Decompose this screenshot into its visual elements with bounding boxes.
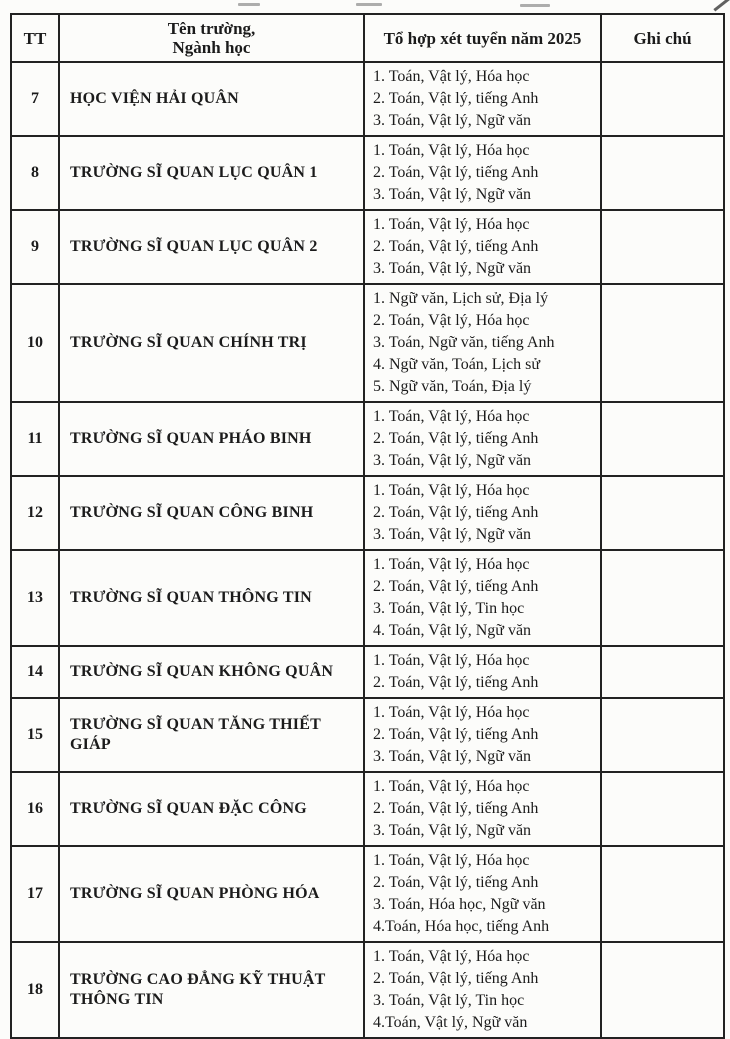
school-name: TRƯỜNG SĨ QUAN TĂNG THIẾT GIÁP: [59, 698, 364, 772]
table-row: [11, 698, 724, 772]
table-body: [11, 62, 724, 1038]
note-cell: [601, 846, 724, 942]
combo-line: 1. Toán, Vật lý, Hóa học: [373, 652, 530, 669]
row-number: 13: [11, 550, 59, 646]
combo-list: [364, 942, 601, 1038]
combo-line: 3. Toán, Ngữ văn, tiếng Anh: [373, 334, 555, 351]
header-tt: TT: [11, 14, 59, 62]
combo-list: [364, 846, 601, 942]
row-number: 15: [11, 698, 59, 772]
combo-line: 2. Toán, Vật lý, tiếng Anh: [373, 430, 539, 447]
scan-corner-mark: [713, 0, 730, 11]
combo-list: [364, 402, 601, 476]
school-name: TRƯỜNG SĨ QUAN CHÍNH TRỊ: [59, 284, 364, 402]
row-number: 8: [11, 136, 59, 210]
note-cell: [601, 284, 724, 402]
combo-line: 2. Toán, Vật lý, tiếng Anh: [373, 726, 539, 743]
combo-line: 5. Ngữ văn, Toán, Địa lý: [373, 378, 532, 395]
scan-artifact: [520, 4, 550, 7]
combo-line: 4.Toán, Hóa học, tiếng Anh: [373, 918, 550, 935]
combo-line: 2. Toán, Vật lý, tiếng Anh: [373, 164, 539, 181]
note-cell: [601, 402, 724, 476]
table-row: [11, 210, 724, 284]
row-number: 18: [11, 942, 59, 1038]
school-name: TRƯỜNG SĨ QUAN ĐẶC CÔNG: [59, 772, 364, 846]
table-row: [11, 284, 724, 402]
combo-line: 1. Toán, Vật lý, Hóa học: [373, 482, 530, 499]
note-cell: [601, 210, 724, 284]
table-row: [11, 772, 724, 846]
combo-line: 1. Toán, Vật lý, Hóa học: [373, 852, 530, 869]
admissions-table: [10, 13, 725, 1039]
combo-line: 2. Toán, Vật lý, tiếng Anh: [373, 874, 539, 891]
combo-line: 1. Toán, Vật lý, Hóa học: [373, 778, 530, 795]
row-number: 17: [11, 846, 59, 942]
combo-line: 3. Toán, Vật lý, Ngữ văn: [373, 260, 532, 277]
combo-line: 2. Toán, Vật lý, tiếng Anh: [373, 90, 539, 107]
combo-line: 1. Toán, Vật lý, Hóa học: [373, 408, 530, 425]
table-row: [11, 550, 724, 646]
combo-list: [364, 550, 601, 646]
combo-line: 2. Toán, Vật lý, tiếng Anh: [373, 970, 539, 987]
row-number: 16: [11, 772, 59, 846]
header-row: [11, 14, 724, 62]
combo-line: 3. Toán, Vật lý, Ngữ văn: [373, 452, 532, 469]
school-name: TRƯỜNG SĨ QUAN PHÒNG HÓA: [59, 846, 364, 942]
row-number: 11: [11, 402, 59, 476]
note-cell: [601, 62, 724, 136]
row-number: 10: [11, 284, 59, 402]
header-school-line2: Ngành học: [172, 38, 251, 57]
combo-list: [364, 210, 601, 284]
combo-line: 1. Toán, Vật lý, Hóa học: [373, 704, 530, 721]
row-number: 7: [11, 62, 59, 136]
row-number: 9: [11, 210, 59, 284]
note-cell: [601, 646, 724, 698]
combo-line: 3. Toán, Vật lý, Ngữ văn: [373, 186, 532, 203]
scan-artifact: [238, 3, 260, 6]
school-name: TRƯỜNG SĨ QUAN LỤC QUÂN 2: [59, 210, 364, 284]
header-combos: Tổ hợp xét tuyển năm 2025: [364, 14, 601, 62]
combo-line: 4.Toán, Vật lý, Ngữ văn: [373, 1014, 528, 1031]
note-cell: [601, 136, 724, 210]
scan-artifact: [356, 3, 382, 6]
combo-list: [364, 698, 601, 772]
combo-line: 3. Toán, Vật lý, Ngữ văn: [373, 526, 532, 543]
table-row: [11, 846, 724, 942]
row-number: 12: [11, 476, 59, 550]
combo-line: 2. Toán, Vật lý, tiếng Anh: [373, 674, 539, 691]
combo-line: 4. Ngữ văn, Toán, Lịch sử: [373, 356, 541, 373]
combo-list: [364, 284, 601, 402]
combo-list: [364, 136, 601, 210]
note-cell: [601, 942, 724, 1038]
school-name: TRƯỜNG SĨ QUAN PHÁO BINH: [59, 402, 364, 476]
school-name: TRƯỜNG SĨ QUAN THÔNG TIN: [59, 550, 364, 646]
combo-line: 4. Toán, Vật lý, Ngữ văn: [373, 622, 532, 639]
header-school-line1: Tên trường,: [167, 19, 256, 38]
combo-line: 3. Toán, Vật lý, Ngữ văn: [373, 112, 532, 129]
table-row: [11, 402, 724, 476]
combo-line: 3. Toán, Vật lý, Tin học: [373, 992, 525, 1009]
combo-list: [364, 476, 601, 550]
combo-line: 3. Toán, Vật lý, Ngữ văn: [373, 822, 532, 839]
combo-line: 1. Toán, Vật lý, Hóa học: [373, 68, 530, 85]
combo-line: 3. Toán, Vật lý, Tin học: [373, 600, 525, 617]
header-note: Ghi chú: [601, 14, 724, 62]
combo-line: 3. Toán, Vật lý, Ngữ văn: [373, 748, 532, 765]
note-cell: [601, 550, 724, 646]
table-row: [11, 646, 724, 698]
school-name: TRƯỜNG SĨ QUAN KHÔNG QUÂN: [59, 646, 364, 698]
combo-line: 2. Toán, Vật lý, tiếng Anh: [373, 504, 539, 521]
combo-line: 1. Toán, Vật lý, Hóa học: [373, 948, 530, 965]
school-name: HỌC VIỆN HẢI QUÂN: [59, 62, 364, 136]
combo-line: 1. Toán, Vật lý, Hóa học: [373, 556, 530, 573]
row-number: 14: [11, 646, 59, 698]
table-row: [11, 136, 724, 210]
combo-line: 1. Toán, Vật lý, Hóa học: [373, 216, 530, 233]
combo-line: 1. Ngữ văn, Lịch sử, Địa lý: [373, 290, 549, 307]
school-name: TRƯỜNG CAO ĐẲNG KỸ THUẬT THÔNG TIN: [59, 942, 364, 1038]
note-cell: [601, 772, 724, 846]
combo-line: 2. Toán, Vật lý, tiếng Anh: [373, 238, 539, 255]
note-cell: [601, 476, 724, 550]
table-row: [11, 942, 724, 1038]
table-row: [11, 62, 724, 136]
combo-line: 2. Toán, Vật lý, Hóa học: [373, 312, 530, 329]
combo-line: 1. Toán, Vật lý, Hóa học: [373, 142, 530, 159]
note-cell: [601, 698, 724, 772]
table-row: [11, 476, 724, 550]
combo-list: [364, 62, 601, 136]
combo-line: 2. Toán, Vật lý, tiếng Anh: [373, 578, 539, 595]
combo-line: 2. Toán, Vật lý, tiếng Anh: [373, 800, 539, 817]
school-name: TRƯỜNG SĨ QUAN LỤC QUÂN 1: [59, 136, 364, 210]
combo-list: [364, 772, 601, 846]
combo-list: [364, 646, 601, 698]
header-school: [59, 14, 364, 62]
combo-line: 3. Toán, Hóa học, Ngữ văn: [373, 896, 546, 913]
school-name: TRƯỜNG SĨ QUAN CÔNG BINH: [59, 476, 364, 550]
